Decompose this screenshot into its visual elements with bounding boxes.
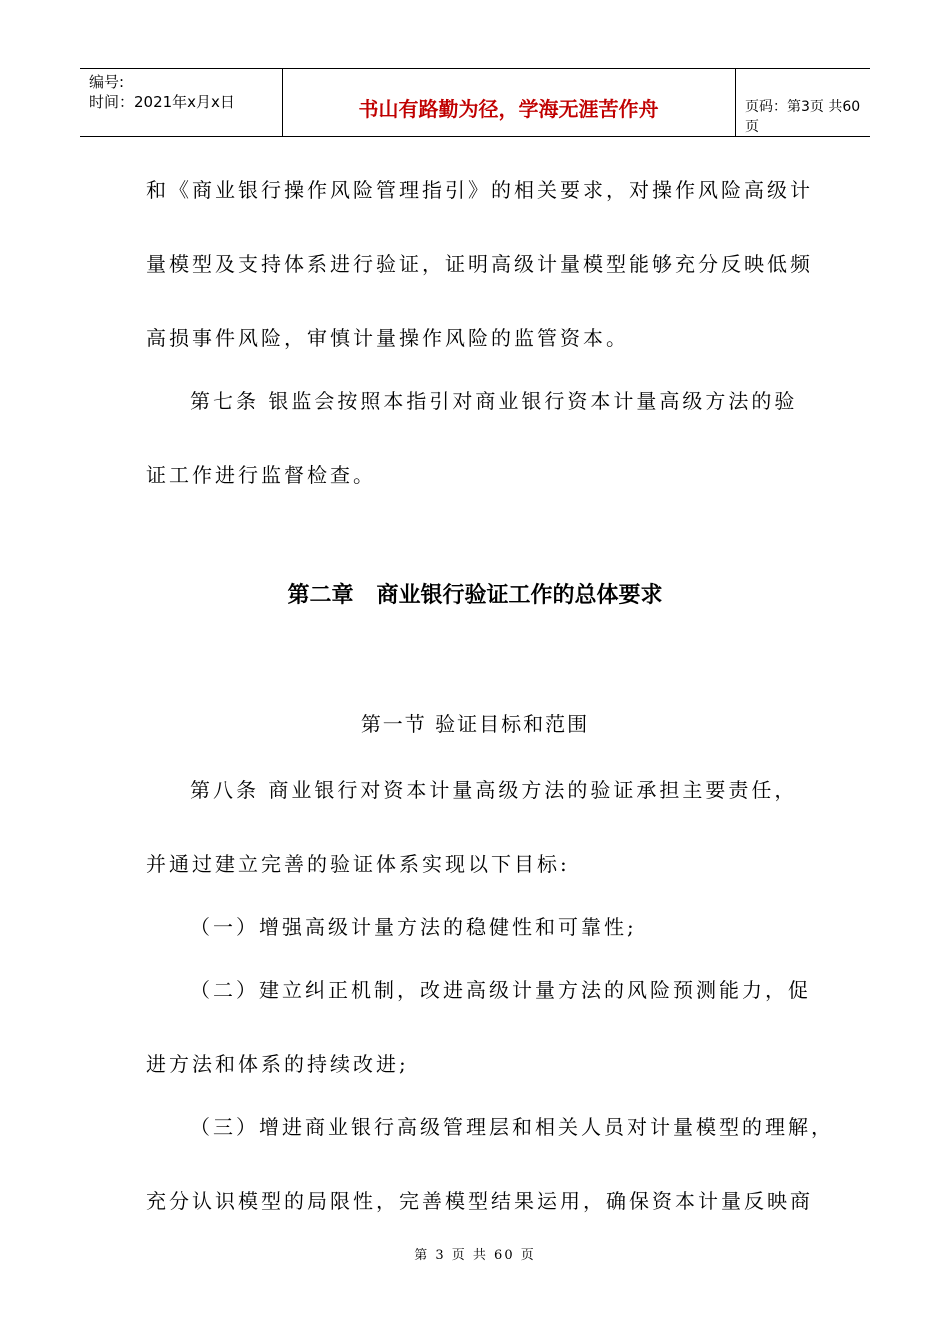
header-meta-cell (80, 69, 283, 136)
document-number-label: 编号: (89, 73, 125, 91)
body-line: 证工作进行监督检查。 (146, 463, 376, 487)
article-8-line: 第八条 商业银行对资本计量高级方法的验证承担主要责任， (190, 778, 798, 802)
header-table (80, 68, 870, 137)
body-line: 和《商业银行操作风险管理指引》的相关要求，对操作风险高级计 (146, 178, 813, 202)
list-item-3: （三）增进商业银行高级管理层和相关人员对计量模型的理解， (190, 1115, 834, 1139)
list-item-2: （二）建立纠正机制，改进高级计量方法的风险预测能力，促 (190, 978, 811, 1002)
document-time-label: 时间：2021年x月x日 (89, 93, 235, 111)
body-line: 并通过建立完善的验证体系实现以下目标: (146, 852, 570, 876)
body-line: 充分认识模型的局限性，完善模型结果运用，确保资本计量反映商 (146, 1189, 813, 1213)
body-line: 量模型及支持体系进行验证，证明高级计量模型能够充分反映低频 (146, 252, 813, 276)
body-line: 高损事件风险，审慎计量操作风险的监管资本。 (146, 326, 629, 350)
footer-page-number: 第 3 页 共 60 页 (414, 1248, 536, 1263)
article-7-line: 第七条 银监会按照本指引对商业银行资本计量高级方法的验 (190, 389, 798, 413)
section-title: 第一节 验证目标和范围 (360, 712, 590, 736)
header-page-info: 页码：第3页 共60页 (745, 99, 861, 135)
list-item-1: （一）增强高级计量方法的稳健性和可靠性; (190, 915, 637, 939)
header-page-cell (735, 69, 870, 136)
header-motto: 书山有路勤为径，学海无涯苦作舟 (358, 97, 659, 121)
header-motto-cell (282, 69, 736, 136)
chapter-title: 第二章 商业银行验证工作的总体要求 (287, 583, 663, 608)
body-line: 进方法和体系的持续改进; (146, 1052, 409, 1076)
